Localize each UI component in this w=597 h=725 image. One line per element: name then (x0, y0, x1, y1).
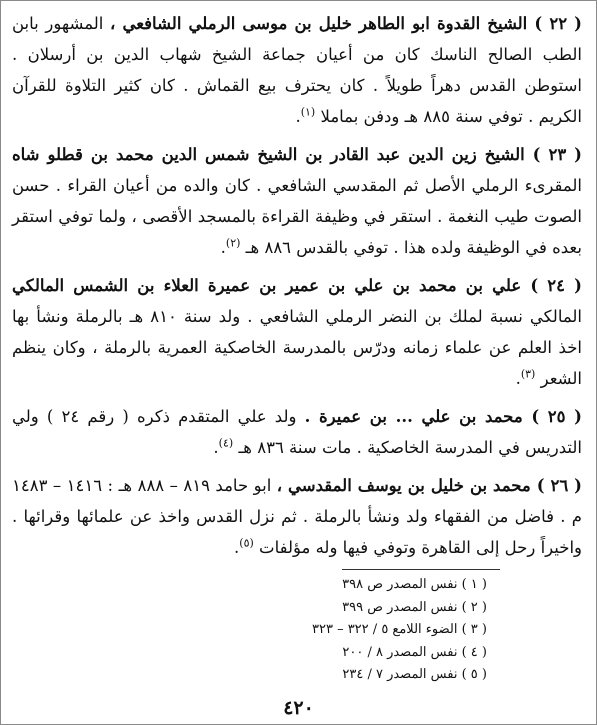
entry-heading: ( ٢٦ ) محمد بن خليل بن يوسف المقدسي ، (276, 476, 582, 495)
entry-25 (12, 401, 582, 463)
entry-text: المقرىء الرملي الأصل ثم المقدسي الشافعي . كان والده من أعيان القراء . حسن الصوت طيب النغمة . استقر في وظيفة القراءة بالمسجد الأقصى ، ولما توفي استقر بعده في الوظيفة ولده هذا . توفي بالقدس ٨٨٦ هـ (12, 176, 582, 257)
footnote-ref: (١) (300, 105, 316, 119)
footnotes-divider (342, 569, 500, 570)
entry-heading: ( ٢٣ ) الشيخ زين الدين عبد القادر بن الشيخ شمس الدين محمد بن قطلو شاه (12, 145, 582, 164)
footnote-item: ( ٥ ) نفس المصدر ٧ / ٢٣٤ (342, 667, 487, 683)
entry-paragraph: ( ٢٣ ) الشيخ زين الدين عبد القادر بن الشيخ شمس الدين محمد بن قطلو شاه المقرىء الرملي الأصل ثم المقدسي الشافعي . كان والده من أعيان القراء . حسن الصوت طيب النغمة . استقر في وظيفة القراءة بالمسجد الأقصى ، ولما توفي استقر بعده في الوظيفة ولده هذا . توفي بالقدس ٨٨٦ هـ $^{(٢)}$. (12, 145, 582, 257)
entry-paragraph: ( ٢٥ ) محمد بن علي ... بن عميرة . ولد علي المتقدم ذكره ( رقم ٢٤ ) ولي التدريس في المدرسة الخاصكية . مات سنة ٨٣٦ هـ $^{(٤)}$. (12, 407, 582, 457)
footnote-ref: (٢) (225, 236, 241, 250)
entry-text: المشهور بابن الطب الصالح الناسك كان من أعيان جماعة الشيخ شهاب الدين بن أرسلان . استوطن القدس دهراً طويلاً . كان يحترف بيع القماش . كان كثير التلاوة للقرآن الكريم . توفي سنة ٨٨٥ هـ ودفن بماملا (12, 14, 582, 126)
entry-26 (12, 470, 582, 563)
entry-22 (12, 8, 582, 132)
entry-heading: ( ٢٤ ) علي بن محمد بن علي بن عمير بن عميرة العلاء بن الشمس المالكي (12, 276, 582, 295)
biography-entries (12, 8, 582, 570)
entry-23 (12, 139, 582, 263)
footnote-item: ( ١ ) نفس المصدر ص ٣٩٨ (342, 577, 487, 592)
footnotes (227, 574, 487, 687)
entry-heading: ( ٢٢ ) الشيخ القدوة ابو الطاهر خليل بن موسى الرملي الشافعي ، (110, 14, 582, 33)
footnote-ref: (٥) (239, 536, 254, 550)
footnote-ref: (٤) (218, 436, 234, 450)
entry-paragraph: ( ٢٢ ) الشيخ القدوة ابو الطاهر خليل بن موسى الرملي الشافعي ، المشهور بابن الطب الصالح الناسك كان من أعيان جماعة الشيخ شهاب الدين بن أرسلان . استوطن القدس دهراً طويلاً . كان يحترف بيع القماش . كان كثير التلاوة للقرآن الكريم . توفي سنة ٨٨٥ هـ ودفن بماملا $^{(١)}$. (12, 14, 582, 126)
entry-24 (12, 270, 582, 394)
page-number: ٤٢٠ (283, 697, 314, 719)
entry-heading: ( ٢٥ ) محمد بن علي ... بن عميرة . (304, 407, 582, 426)
entry-text: ابو حامد ٨١٩ – ٨٨٨ هـ : ١٤١٦ – ١٤٨٣ م . فاضل من الفقهاء ولد ونشأ بالرملة . ثم نزل القدس واخذ عن علمائها وقرائها . واخيراً رحل إلى القاهرة وتوفي فيها وله مؤلفات (12, 476, 582, 557)
footnote-ref: (٣) (520, 367, 536, 381)
footnote-item: ( ٣ ) الضوء اللامع ٥ / ٣٢٢ – ٣٢٣ (311, 622, 487, 638)
entry-paragraph: ( ٢٦ ) محمد بن خليل بن يوسف المقدسي ، ابو حامد ٨١٩ – ٨٨٨ هـ : ١٤١٦ – ١٤٨٣ م . فاضل من الفقهاء ولد ونشأ بالرملة . ثم نزل القدس واخذ عن علمائها وقرائها . واخيراً رحل إلى القاهرة وتوفي فيها وله مؤلفات $^{(٥)}$. (12, 476, 582, 557)
entry-text: ولد علي المتقدم ذكره ( رقم ٢٤ ) ولي التدريس في المدرسة الخاصكية . مات سنة ٨٣٦ هـ (12, 407, 582, 457)
footnote-item: ( ٤ ) نفس المصدر ٨ / ٢٠٠ (342, 644, 487, 660)
entry-text: المالكي نسبة لملك بن النضر الرملي الشافعي . ولد سنة ٨١٠ هـ بالرملة ونشأ بها اخذ العلم عن علماء زمانه ودرّس بالمدرسة الخاصكية العمرية بالرملة ، وكان ينظم الشعر (12, 307, 582, 388)
footnote-item: ( ٢ ) نفس المصدر ص ٣٩٩ (342, 599, 487, 615)
entry-paragraph: ( ٢٤ ) علي بن محمد بن علي بن عمير بن عميرة العلاء بن الشمس المالكي المالكي نسبة لملك بن النضر الرملي الشافعي . ولد سنة ٨١٠ هـ بالرملة ونشأ بها اخذ العلم عن علماء زمانه ودرّس بالمدرسة الخاصكية العمرية بالرملة ، وكان ينظم الشعر $^{(٣)}$. (12, 276, 582, 388)
